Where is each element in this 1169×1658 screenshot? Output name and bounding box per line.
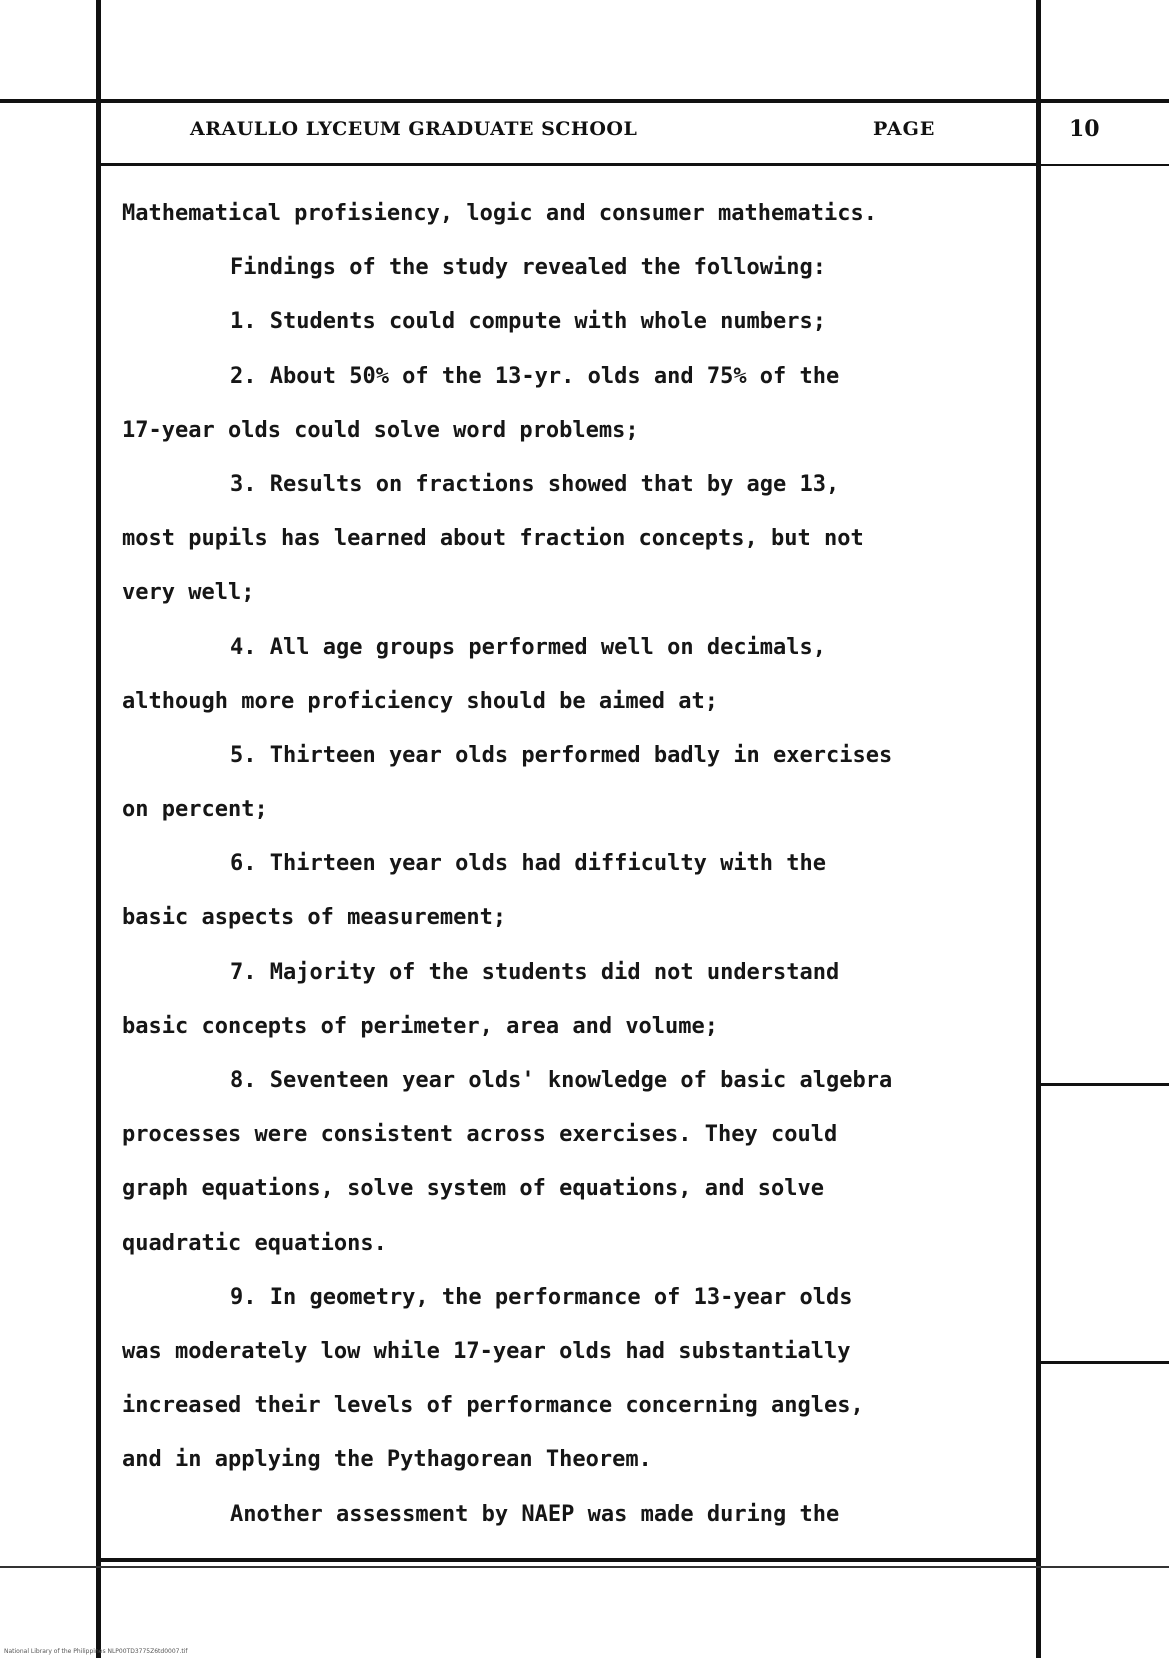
text-line: basic concepts of perimeter, area and volume;: [122, 1013, 719, 1039]
margin-rule-2: [1041, 1361, 1169, 1364]
document-body: [122, 199, 1032, 1554]
bottom-rule: [96, 1558, 1041, 1562]
text-line: processes were consistent across exercises. They could: [122, 1122, 838, 1148]
text-line: 4. All age groups performed well on decimals,: [230, 634, 827, 660]
bottom-rule-outer: [0, 1566, 1169, 1568]
text-line: very well;: [122, 580, 255, 606]
margin-rule-1: [1041, 1083, 1169, 1086]
scan-footer-note: National Library of the Philippines NLP00TD3775Z6td0007.tif: [4, 1648, 188, 1655]
text-line: Mathematical profisiency, logic and consumer mathematics.: [122, 201, 877, 226]
text-line: 3. Results on fractions showed that by age 13,: [230, 471, 840, 497]
page-label: PAGE: [873, 118, 936, 140]
text-line: 17-year olds could solve word problems;: [122, 417, 639, 443]
header-underline-rule: [96, 163, 1041, 166]
text-line: Findings of the study revealed the following:: [230, 255, 827, 281]
text-line: 8. Seventeen year olds' knowledge of basic algebra: [230, 1068, 893, 1093]
text-line: 2. About 50% of the 13-yr. olds and 75% of the: [230, 363, 840, 389]
text-line: was moderately low while 17-year olds had substantially: [122, 1338, 851, 1364]
text-line: most pupils has learned about fraction concepts, but not: [122, 526, 864, 552]
text-line: 1. Students could compute with whole numbers;: [230, 309, 827, 335]
text-line: 7. Majority of the students did not understand: [230, 959, 840, 985]
text-line: and in applying the Pythagorean Theorem.: [122, 1447, 652, 1473]
page-number: 10: [1069, 116, 1100, 142]
text-line: increased their levels of performance concerning angles,: [122, 1393, 864, 1419]
text-line: graph equations, solve system of equations, and solve: [122, 1176, 824, 1202]
text-line: on percent;: [122, 797, 268, 823]
text-line: basic aspects of measurement;: [122, 905, 507, 931]
text-line: although more proficiency should be aimed at;: [122, 688, 719, 714]
school-header: ARAULLO LYCEUM GRADUATE SCHOOL: [190, 118, 638, 140]
top-header-rule: [0, 99, 1169, 103]
left-margin-rule: [96, 0, 101, 1658]
text-line: 6. Thirteen year olds had difficulty with the: [230, 851, 827, 877]
text-line: 5. Thirteen year olds performed badly in exercises: [230, 742, 893, 768]
text-line: quadratic equations.: [122, 1230, 387, 1256]
page-number-box-rule: [1041, 164, 1169, 166]
text-line: Another assessment by NAEP was made during the: [230, 1501, 840, 1527]
text-line: 9. In geometry, the performance of 13-year olds: [230, 1284, 853, 1310]
right-margin-rule: [1036, 0, 1041, 1658]
